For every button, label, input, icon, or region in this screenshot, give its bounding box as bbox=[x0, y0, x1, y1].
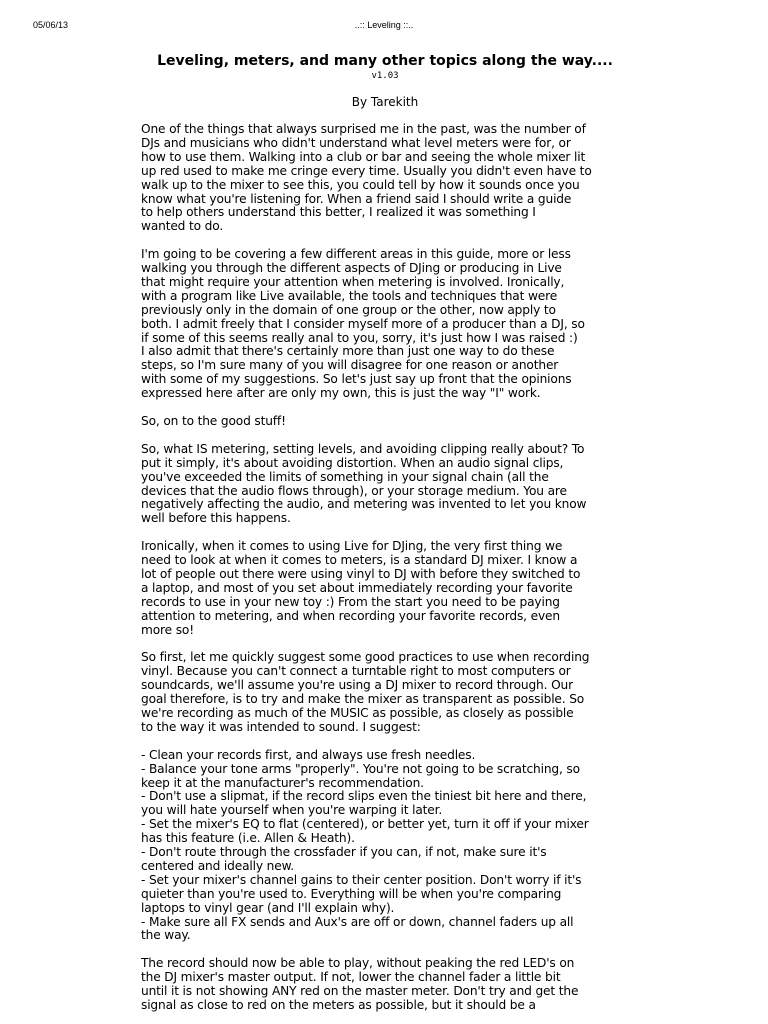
document-title: Leveling, meters, and many other topics along the way.... bbox=[157, 53, 613, 69]
paragraph-suggestion-list: - Clean your records first, and always use fresh needles. - Balance your tone arms "properly". You're not going to be scratching, so keep it at the manufacturer's recommendation. - Don't use a slipmat, if the record slips even the tiniest bit here and there, you will hate yourself when you're warping it later. - Set the mixer's EQ to flat (centered), or better yet, turn it off if your mixer has this feature (i.e. Allen & Heath). - Don't route through the crossfader if you can, if not, make sure it's centered and ideally new. - Set your mixer's channel gains to their center position. Don't worry if it's quieter than you're used to. Everything will be when you're comparing laptops to vinyl gear (and I'll explain why). - Make sure all FX sends and Aux's are off or down, channel faders up all the way. bbox=[141, 747, 589, 943]
document-author: By Tarekith bbox=[351, 95, 419, 109]
paragraph-record-playback: The record should now be able to play, without peaking the red LED's on the DJ mixer's master output. If not, lower the channel fader a little bit until it is not showing ANY red on the master meter. Don't try and get the signal as close to red on the meters as possible, but it should be a bbox=[141, 956, 579, 1012]
paragraph-dj-mixer: Ironically, when it comes to using Live for DJing, the very first thing we need to look at when it comes to meters, is a standard DJ mixer. I know a lot of people out there were using vinyl to DJ with before they switched to a laptop, and most of you set about immediately recording your favorite records to use in your new toy :) From the start you need to be paying attention to metering, and when recording your favorite records, even more so! bbox=[141, 539, 581, 637]
paragraph-scope: I'm going to be covering a few different areas in this guide, more or less walking you through the different aspects of DJing or producing in Live that might require your attention when metering is involved. Ironically, with a program like Live available, the tools and techniques that were previously only in the domain of one group or the other, now apply to both. I admit freely that I consider myself more of a producer than a DJ, so if some of this seems really anal to you, sorry, it's just how I was raised :) I also admit that there's certainly more than just one way to do these steps, so I'm sure many of you will disagree for one reason or another with some of my suggestions. So let's just say up front that the opinions expressed here after are only my own, this is just the way "I" work. bbox=[141, 247, 585, 401]
paragraph-what-is-metering: So, what IS metering, setting levels, and avoiding clipping really about? To put it simply, it's about avoiding distortion. When an audio signal clips, you've exceeded the limits of something in your signal chain (all the devices that the audio flows through), or your storage medium. You are negatively affecting the audio, and metering was invented to let you know well before this happens. bbox=[141, 441, 587, 526]
paragraph-transition: So, on to the good stuff! bbox=[141, 414, 286, 428]
paragraph-intro: One of the things that always surprised me in the past, was the number of DJs and musicians who didn't understand what level meters were for, or how to use them. Walking into a club or bar and seeing the whole mixer lit up red used to make me cringe every time. Usually you didn't even have to walk up to the mixer to see this, you could tell by how it sounds once you know what you're listening for. When a friend said I should write a guide to help others understand this better, I realized it was something I wanted to do. bbox=[141, 122, 592, 234]
paragraph-recording-vinyl: So first, let me quickly suggest some good practices to use when recording vinyl. Because you can't connect a turntable right to most computers or soundcards, we'll assume you're using a DJ mixer to record through. Our goal therefore, is to try and make the mixer as transparent as possible. So we're recording as much of the MUSIC as possible, as closely as possible to the way it was intended to sound. I suggest: bbox=[141, 650, 590, 734]
print-page-title: ..:: Leveling ::.. bbox=[354, 20, 414, 30]
print-header bbox=[0, 20, 768, 34]
print-date: 05/06/13 bbox=[33, 20, 69, 30]
document-version: v1.03 bbox=[371, 71, 399, 81]
document-body bbox=[141, 123, 636, 1024]
